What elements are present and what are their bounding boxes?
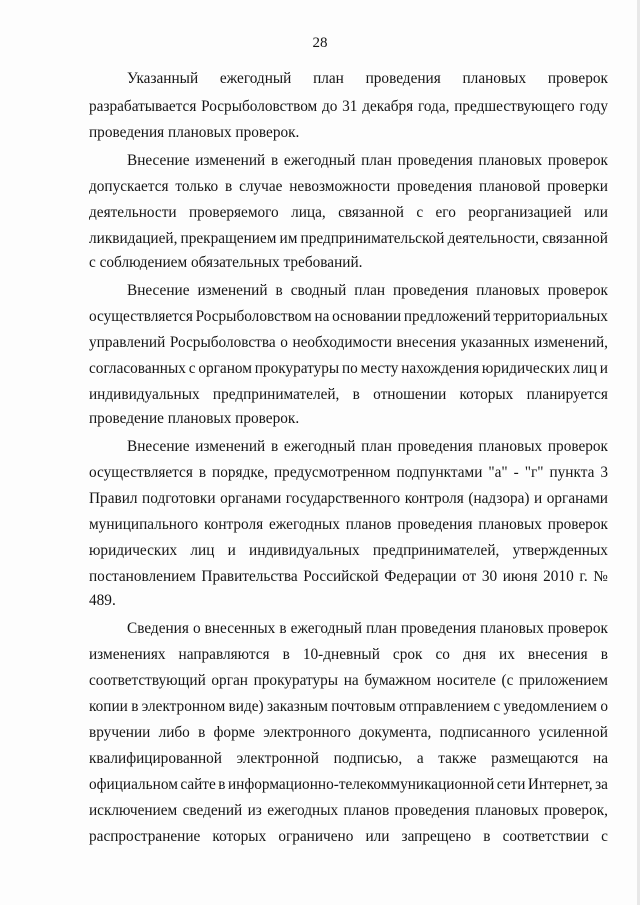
- word: проведения: [400, 620, 477, 637]
- text-line: [127, 619, 608, 639]
- word: основании: [332, 308, 402, 325]
- word: либо: [158, 724, 190, 741]
- word: юридических: [89, 542, 178, 559]
- word: случае: [239, 178, 283, 195]
- word: носителе: [436, 672, 496, 689]
- word: внесения: [527, 646, 588, 663]
- text-line: [89, 723, 608, 743]
- text-line: [89, 489, 608, 509]
- word: размещаются: [491, 750, 579, 767]
- word: изменений,: [534, 334, 608, 351]
- word: на: [343, 672, 359, 689]
- text-line: [89, 671, 608, 691]
- text-line: [89, 97, 608, 117]
- word: предпринимателей,: [372, 542, 500, 559]
- word: бумажном: [364, 672, 432, 689]
- word: почтовым: [331, 698, 396, 715]
- word: пункта: [549, 464, 595, 481]
- word: управлений: [89, 334, 166, 351]
- word: утвержденных: [512, 542, 608, 559]
- word: о: [600, 698, 608, 715]
- word: ежегодных: [267, 802, 339, 819]
- word: в: [483, 828, 491, 845]
- word: отправлением: [399, 698, 491, 715]
- word: сводный: [290, 282, 347, 299]
- word: прекращением: [180, 230, 277, 247]
- text-line: с соблюдением обязательных требований.: [89, 254, 363, 271]
- word: форме: [213, 724, 255, 741]
- word: проведения: [393, 282, 469, 299]
- word: план: [366, 620, 397, 637]
- word: июня: [502, 568, 538, 585]
- word: индивидуальных: [249, 542, 360, 559]
- text-line: [127, 151, 608, 171]
- word: органом: [198, 360, 252, 377]
- word: связанной: [542, 230, 608, 247]
- word: органами: [546, 490, 608, 507]
- word: 10-дневный: [302, 646, 380, 663]
- word: ежегодный: [290, 620, 363, 637]
- word: допускается: [89, 178, 169, 195]
- word: в: [282, 646, 290, 663]
- text-line: [89, 203, 608, 223]
- text-line: [89, 749, 608, 769]
- word: плановых: [478, 152, 543, 169]
- word: деятельности: [89, 204, 177, 221]
- text-line: [89, 385, 608, 405]
- word: плановых: [475, 802, 539, 819]
- word: до: [321, 98, 338, 115]
- text-line: проведения плановых проверок.: [89, 124, 300, 141]
- word: в: [198, 724, 206, 741]
- word: запрещено: [401, 828, 472, 845]
- word: план: [313, 70, 344, 87]
- word: проведения: [365, 70, 441, 87]
- word: за: [595, 776, 608, 793]
- word: Российской: [303, 568, 379, 585]
- text-line: [127, 69, 608, 89]
- word: лиц: [190, 542, 215, 559]
- word: разрабатывается: [89, 98, 197, 115]
- text-line: [89, 515, 608, 535]
- word: срок: [392, 646, 423, 663]
- word: (надзора): [468, 490, 530, 507]
- word: распространение: [89, 828, 201, 845]
- word: Правил: [89, 490, 138, 507]
- word: план: [361, 152, 392, 169]
- word: Внесение: [127, 438, 190, 455]
- word: Внесение: [127, 282, 190, 299]
- word: проверок,: [544, 802, 608, 819]
- word: "а": [488, 464, 508, 481]
- word: в: [198, 464, 207, 481]
- word: виде): [228, 698, 264, 715]
- word: план: [361, 438, 392, 455]
- word: плановых: [480, 620, 544, 637]
- word: сайте: [180, 776, 216, 793]
- word: необходимости: [292, 334, 392, 351]
- word: органами: [220, 490, 282, 507]
- word: из: [247, 802, 262, 819]
- word: предложений: [403, 308, 491, 325]
- word: с: [493, 698, 501, 715]
- word: в: [279, 620, 287, 637]
- word: внесения: [396, 334, 457, 351]
- word: им: [279, 230, 298, 247]
- word: проверки: [547, 178, 608, 195]
- word: только: [175, 178, 219, 195]
- word: реорганизацией: [468, 204, 572, 221]
- word: заказным: [266, 698, 328, 715]
- word: изменений: [197, 282, 268, 299]
- word: декабря: [362, 98, 414, 115]
- word: копии: [89, 698, 128, 715]
- word: в: [270, 152, 279, 169]
- word: Росрыболовства: [169, 334, 276, 351]
- word: предусмотренном: [273, 464, 391, 481]
- word: соответствии: [502, 828, 590, 845]
- word: 2010: [543, 568, 574, 585]
- word: подписью,: [333, 750, 403, 767]
- word: в: [352, 386, 360, 403]
- word: проведения: [397, 516, 473, 533]
- word: ликвидацией,: [89, 230, 178, 247]
- word: в: [600, 646, 608, 663]
- word: лица,: [291, 204, 326, 221]
- word: квалифицированной: [89, 750, 222, 767]
- word: государственного: [285, 490, 401, 507]
- word: "г": [524, 464, 544, 481]
- word: и: [599, 360, 608, 377]
- text-line: [89, 333, 608, 353]
- word: 3: [600, 464, 608, 481]
- word: с: [188, 360, 196, 377]
- word: плановых: [476, 282, 540, 299]
- word: контроля: [404, 490, 464, 507]
- word: Росрыболовством: [201, 98, 318, 115]
- word: -: [513, 464, 519, 481]
- word: году: [579, 98, 608, 115]
- word: проверок: [547, 516, 608, 533]
- word: проведения: [397, 178, 473, 195]
- word: с: [601, 828, 608, 845]
- word: подготовки: [142, 490, 216, 507]
- word: или: [365, 828, 390, 845]
- word: №: [593, 568, 608, 585]
- word: планов: [345, 516, 392, 533]
- word: ограничено: [278, 828, 354, 845]
- word: исключением: [89, 802, 178, 819]
- word: планируется: [526, 386, 608, 403]
- text-line: [89, 697, 608, 717]
- word: в: [275, 282, 283, 299]
- word: проведения: [397, 438, 473, 455]
- word: связанной: [338, 204, 404, 221]
- word: согласованных: [89, 360, 186, 377]
- word: Сведения: [127, 620, 189, 637]
- text-line: [89, 541, 608, 561]
- word: электронной: [236, 750, 319, 767]
- word: муниципального: [89, 516, 199, 533]
- word: или: [583, 204, 608, 221]
- word: предпринимателей,: [212, 386, 340, 403]
- word: с: [416, 204, 424, 221]
- word: сети: [496, 776, 526, 793]
- word: Интернет,: [527, 776, 593, 793]
- word: в: [131, 698, 139, 715]
- word: ежегодный: [283, 438, 356, 455]
- word: электронного: [263, 724, 351, 741]
- word: а: [416, 750, 424, 767]
- word: которых: [459, 386, 514, 403]
- word: Указанный: [127, 70, 199, 87]
- word: предшествующего: [454, 98, 575, 115]
- word: электронном: [141, 698, 226, 715]
- word: осуществляется: [89, 464, 193, 481]
- word: также: [438, 750, 477, 767]
- word: проверок: [547, 70, 608, 87]
- word: постановлением: [89, 568, 196, 585]
- word: на: [593, 750, 608, 767]
- word: проверок: [547, 438, 608, 455]
- word: плановых: [478, 438, 543, 455]
- word: контроля: [204, 516, 264, 533]
- text-line: [127, 281, 608, 301]
- word: лиц: [572, 360, 597, 377]
- text-line: [89, 177, 608, 197]
- word: о: [192, 620, 201, 637]
- word: изменениях: [89, 646, 166, 663]
- word: усиленной: [538, 724, 608, 741]
- word: Росрыболовством: [195, 308, 312, 325]
- word: отношении: [373, 386, 447, 403]
- word: г.: [579, 568, 588, 585]
- text-line: [89, 359, 608, 379]
- text-line: [89, 645, 608, 665]
- word: внесенных: [204, 620, 276, 637]
- word: года,: [417, 98, 450, 115]
- text-line: [127, 437, 608, 457]
- word: их: [499, 646, 515, 663]
- word: Правительства: [201, 568, 298, 585]
- word: проверяемого: [188, 204, 279, 221]
- word: направляются: [178, 646, 270, 663]
- text-line: проведение плановых проверок.: [89, 410, 300, 427]
- word: документа,: [359, 724, 432, 741]
- word: указанных: [460, 334, 530, 351]
- word: уведомлением: [503, 698, 597, 715]
- text-line: [89, 567, 608, 587]
- word: проведения: [397, 152, 473, 169]
- word: сведений: [182, 802, 243, 819]
- word: Внесение: [127, 152, 190, 169]
- word: информационно-телекоммуникационной: [227, 776, 495, 793]
- word: невозможности: [289, 178, 391, 195]
- word: нахождения: [401, 360, 480, 377]
- word: его: [435, 204, 456, 221]
- page-number: 28: [312, 35, 328, 51]
- word: проверок: [547, 152, 608, 169]
- word: план: [354, 282, 386, 299]
- word: которых: [212, 828, 267, 845]
- text-line: [89, 801, 608, 821]
- text-line: [89, 307, 608, 327]
- word: (с: [501, 672, 514, 689]
- word: ежегодный: [283, 152, 356, 169]
- word: соответствующий: [89, 672, 206, 689]
- word: вручении: [89, 724, 151, 741]
- text-line: [89, 463, 608, 483]
- word: проведения: [394, 802, 470, 819]
- word: и: [227, 542, 236, 559]
- word: ежегодный: [219, 70, 292, 87]
- word: на: [314, 308, 330, 325]
- text-line: [89, 827, 608, 847]
- word: плановых: [462, 70, 527, 87]
- word: подписанного: [439, 724, 531, 741]
- word: по: [342, 360, 358, 377]
- word: проверок: [547, 620, 608, 637]
- word: прокуратуры: [254, 360, 340, 377]
- word: Федерации: [384, 568, 457, 585]
- text-line: 489.: [89, 592, 116, 609]
- text-line: [89, 229, 608, 249]
- text-line: [89, 775, 608, 795]
- word: территориальных: [493, 308, 608, 325]
- word: изменений: [195, 438, 266, 455]
- word: плановых: [478, 516, 542, 533]
- word: 31: [342, 98, 358, 115]
- word: подпунктами: [396, 464, 483, 481]
- word: порядке,: [212, 464, 269, 481]
- word: планов: [343, 802, 390, 819]
- word: месту: [360, 360, 399, 377]
- word: в: [225, 178, 233, 195]
- word: со: [435, 646, 450, 663]
- word: плановой: [479, 178, 541, 195]
- word: проверок: [547, 282, 608, 299]
- word: о: [280, 334, 288, 351]
- word: приложением: [519, 672, 608, 689]
- word: изменений: [195, 152, 266, 169]
- word: в: [218, 776, 226, 793]
- word: ежегодных: [269, 516, 340, 533]
- word: осуществляется: [89, 308, 193, 325]
- word: юридических: [481, 360, 571, 377]
- word: дня: [462, 646, 486, 663]
- word: 30: [481, 568, 498, 585]
- word: деятельности,: [447, 230, 539, 247]
- word: предпринимательской: [300, 230, 445, 247]
- word: орган: [211, 672, 248, 689]
- word: в: [270, 438, 279, 455]
- word: прокуратуры: [253, 672, 339, 689]
- word: от: [462, 568, 477, 585]
- word: официальном: [89, 776, 178, 793]
- word: и: [534, 490, 543, 507]
- word: индивидуальных: [89, 386, 200, 403]
